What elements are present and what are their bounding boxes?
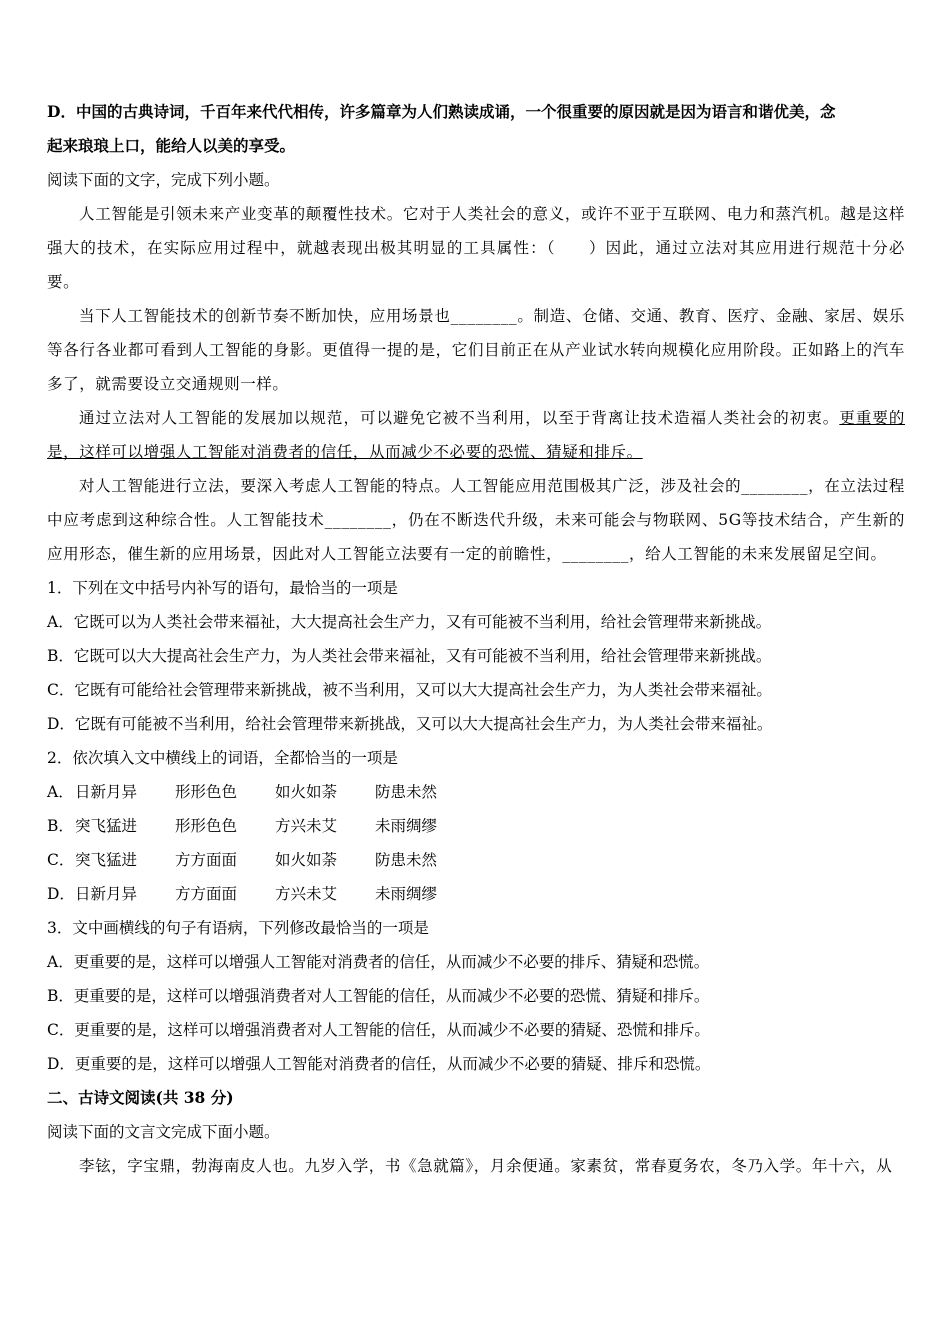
question-1-stem: 1．下列在文中括号内补写的语句，最恰当的一项是 <box>47 579 398 597</box>
option-word: 突飞猛进 <box>75 817 138 835</box>
question-3-option-a: A．更重要的是，这样可以增强人工智能对消费者的信任，从而减少不必要的排斥、猜疑和恐慌。 <box>47 953 710 971</box>
question-2-option-c <box>47 843 905 877</box>
question-3-option-b: B．更重要的是，这样可以增强消费者对人工智能的信任，从而减少不必要的恐慌、猜疑和排斥。 <box>47 987 710 1005</box>
option-label: D． <box>47 885 75 903</box>
classical-passage-paragraph-1: 李铉，字宝鼎，勃海南皮人也。九岁入学，书《急就篇》，月余便通。家素贫，常春夏务农，冬乃入学。年十六，从 <box>79 1157 893 1175</box>
passage-paragraph-3 <box>47 401 905 469</box>
passage-paragraph-4: 对人工智能进行立法，要深入考虑人工智能的特点。人工智能应用范围极其广泛，涉及社会的________，在立法过程中应考虑到这种综合性。人工智能技术________，仍在不断迭代升级，未来可能会与物联网、5G等技术结合，产生新的应用形态，催生新的应用场景，因此对人工智能立法要有一定的前瞻性，________，给人工智能的未来发展留足空间。 <box>47 477 905 563</box>
question-1-option-c: C．它既有可能给社会管理带来新挑战，被不当利用，又可以大大提高社会生产力，为人类社会带来福祉。 <box>47 681 772 699</box>
option-word: 如火如荼 <box>275 851 338 869</box>
option-word: 防患未然 <box>375 783 438 801</box>
question-3-stem: 3．文中画横线的句子有语病，下列修改最恰当的一项是 <box>47 919 429 937</box>
option-word: 日新月异 <box>75 885 138 903</box>
prev-option-d-line2: 起来琅琅上口，能给人以美的享受。 <box>47 136 296 155</box>
option-word: 日新月异 <box>75 783 138 801</box>
option-word: 方方面面 <box>175 885 238 903</box>
option-label: C． <box>47 851 75 869</box>
option-word: 方兴未艾 <box>275 885 338 903</box>
section-2-heading: 二、古诗文阅读(共 38 分) <box>47 1088 234 1107</box>
option-word: 未雨绸缪 <box>375 885 438 903</box>
question-2-option-b <box>47 809 905 843</box>
option-word: 方兴未艾 <box>275 817 338 835</box>
question-2-stem: 2．依次填入文中横线上的词语，全都恰当的一项是 <box>47 749 398 767</box>
option-word: 突飞猛进 <box>75 851 138 869</box>
question-2-option-d <box>47 877 905 911</box>
question-1-option-a: A．它既可以为人类社会带来福祉，大大提高社会生产力，又有可能被不当利用，给社会管理带来新挑战。 <box>47 613 772 631</box>
question-3-option-d: D．更重要的是，这样可以增强人工智能对消费者的信任，从而减少不必要的猜疑、排斥和恐慌。 <box>47 1055 711 1073</box>
question-1-option-d: D．它既有可能被不当利用，给社会管理带来新挑战，又可以大大提高社会生产力，为人类社会带来福祉。 <box>47 715 773 733</box>
question-3-option-c: C．更重要的是，这样可以增强消费者对人工智能的信任，从而减少不必要的猜疑、恐慌和排斥。 <box>47 1021 710 1039</box>
option-word: 未雨绸缪 <box>375 817 438 835</box>
section-2-intro: 阅读下面的文言文完成下面小题。 <box>47 1123 280 1141</box>
section1-intro: 阅读下面的文字，完成下列小题。 <box>47 171 280 189</box>
document-page <box>47 95 905 1183</box>
option-word: 形形色色 <box>175 817 238 835</box>
passage-paragraph-1: 人工智能是引领未来产业变革的颠覆性技术。它对于人类社会的意义，或许不亚于互联网、电力和蒸汽机。越是这样强大的技术，在实际应用过程中，就越表现出极其明显的工具属性：（ ）因此，通过立法对其应用进行规范十分必要。 <box>47 205 905 291</box>
prev-option-d-line1: D．中国的古典诗词，千百年来代代相传，许多篇章为人们熟读成诵，一个很重要的原因就是因为语言和谐优美，念 <box>47 102 836 121</box>
option-word: 形形色色 <box>175 783 238 801</box>
question-1-option-b: B．它既可以大大提高社会生产力，为人类社会带来福祉，又有可能被不当利用，给社会管理带来新挑战。 <box>47 647 772 665</box>
passage-paragraph-2: 当下人工智能技术的创新节奏不断加快，应用场景也________。制造、仓储、交通、教育、医疗、金融、家居、娱乐等各行各业都可看到人工智能的身影。更值得一提的是，它们目前正在从产业试水转向规模化应用阶段。正如路上的汽车多了，就需要设立交通规则一样。 <box>47 307 905 393</box>
passage-paragraph-3-text: 通过立法对人工智能的发展加以规范，可以避免它被不当利用，以至于背离让技术造福人类社会的初衷。 <box>79 409 840 427</box>
underlined-sentence: 更重要的是，这样可以增强人工智能对消费者的信任，从而减少不必要的恐慌、猜疑和排斥。 <box>47 409 905 461</box>
option-word: 如火如荼 <box>275 783 338 801</box>
question-2-option-a <box>47 775 905 809</box>
option-word: 防患未然 <box>375 851 438 869</box>
option-label: B． <box>47 817 74 835</box>
option-word: 方方面面 <box>175 851 238 869</box>
option-label: A． <box>47 783 74 801</box>
